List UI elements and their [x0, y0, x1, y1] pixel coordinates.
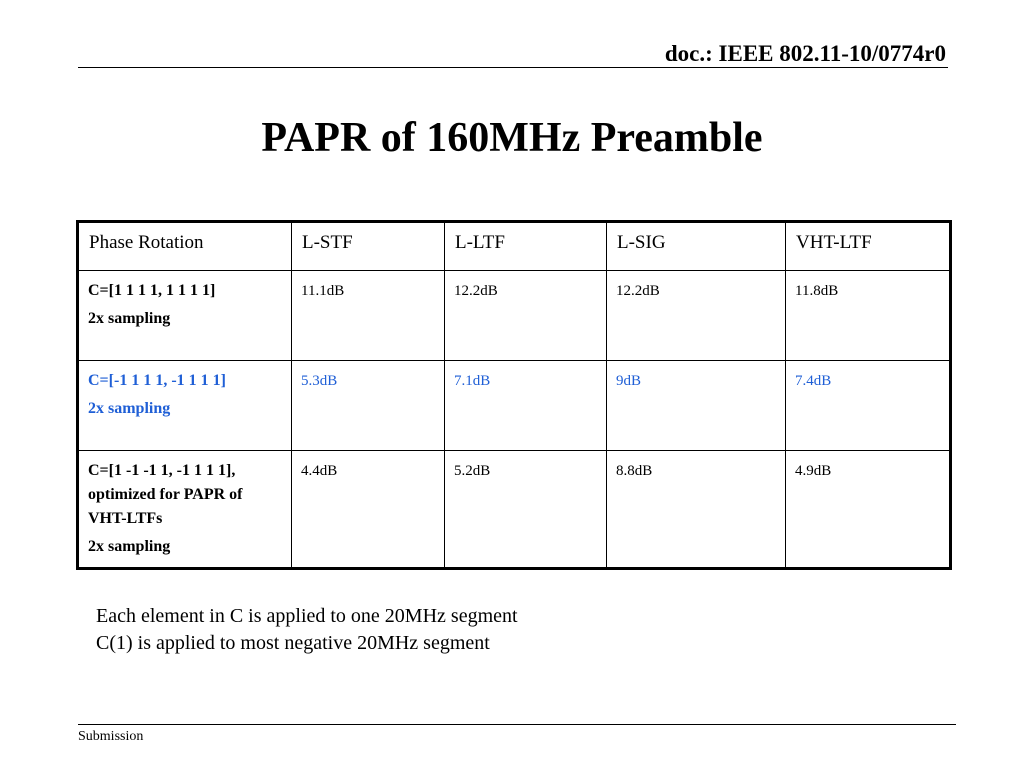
l-stf-value: 4.4dB — [292, 451, 445, 569]
column-header-vht-ltf: VHT-LTF — [786, 222, 951, 271]
vht-ltf-value: 7.4dB — [786, 361, 951, 451]
column-header-l-sig: L-SIG — [607, 222, 786, 271]
l-ltf-value: 5.2dB — [445, 451, 607, 569]
table-header-row — [78, 222, 951, 271]
phase-rotation-cell — [78, 271, 292, 361]
phase-rotation-label: C=[1 1 1 1, 1 1 1 1] — [88, 282, 216, 299]
table-row — [78, 271, 951, 361]
l-stf-value: 5.3dB — [292, 361, 445, 451]
l-stf-value: 11.1dB — [292, 271, 445, 361]
phase-rotation-cell — [78, 451, 292, 569]
footer-submission: Submission — [78, 729, 144, 744]
notes — [96, 603, 518, 657]
l-ltf-value: 7.1dB — [445, 361, 607, 451]
l-sig-value: 12.2dB — [607, 271, 786, 361]
note-line: Each element in C is applied to one 20MHz segment — [96, 605, 518, 627]
vht-ltf-value: 11.8dB — [786, 271, 951, 361]
vht-ltf-value: 4.9dB — [786, 451, 951, 569]
table-row — [78, 451, 951, 569]
l-sig-value: 8.8dB — [607, 451, 786, 569]
column-header-phase-rotation: Phase Rotation — [78, 222, 292, 271]
column-header-l-stf: L-STF — [292, 222, 445, 271]
sampling-label: 2x sampling — [88, 400, 171, 417]
header-divider — [78, 67, 948, 68]
table-row — [78, 361, 951, 451]
sampling-label: 2x sampling — [88, 538, 171, 555]
phase-rotation-label: C=[1 -1 -1 1, -1 1 1 1], optimized for PAPR of VHT-LTFs — [88, 462, 243, 527]
phase-rotation-cell — [78, 361, 292, 451]
footer-divider — [78, 724, 956, 725]
papr-table — [76, 220, 952, 570]
slide-title: PAPR of 160MHz Preamble — [261, 115, 763, 161]
document-id: doc.: IEEE 802.11-10/0774r0 — [664, 41, 946, 66]
column-header-l-ltf: L-LTF — [445, 222, 607, 271]
sampling-label: 2x sampling — [88, 310, 171, 327]
note-line: C(1) is applied to most negative 20MHz segment — [96, 632, 490, 654]
l-ltf-value: 12.2dB — [445, 271, 607, 361]
phase-rotation-label: C=[-1 1 1 1, -1 1 1 1] — [88, 372, 226, 389]
l-sig-value: 9dB — [607, 361, 786, 451]
